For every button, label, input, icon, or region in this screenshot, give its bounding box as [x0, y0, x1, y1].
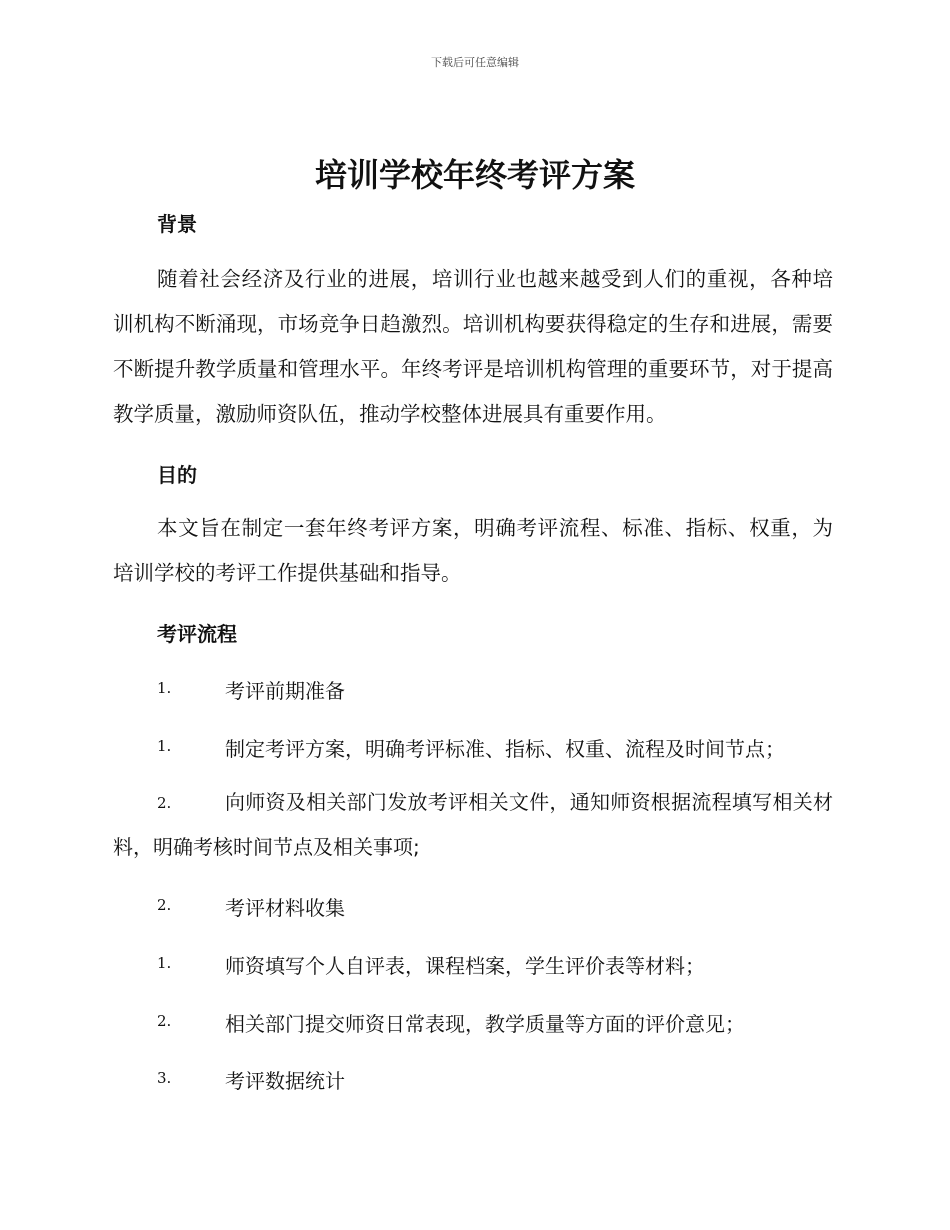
section-heading-background: 背景	[157, 212, 197, 236]
section-heading-process: 考评流程	[157, 622, 237, 646]
list-number: 1.	[157, 954, 172, 972]
list-number: 1.	[157, 737, 172, 755]
list-text: 师资填写个人自评表，课程档案，学生评价表等材料；	[225, 954, 705, 978]
list-item	[157, 950, 833, 978]
list-text: 制定考评方案，明确考评标准、指标、权重、流程及时间节点；	[225, 737, 785, 761]
list-number: 2.	[157, 896, 172, 914]
list-item	[157, 1065, 833, 1093]
list-text: 相关部门提交师资日常表现，教学质量等方面的评价意见；	[225, 1012, 745, 1036]
list-text: 考评数据统计	[225, 1069, 345, 1093]
list-item	[157, 892, 833, 920]
list-number: 1.	[157, 679, 172, 697]
list-item	[157, 675, 833, 703]
list-text: 考评材料收集	[225, 896, 345, 920]
list-number: 3.	[157, 1069, 172, 1087]
list-item	[113, 780, 833, 870]
document-title: 培训学校年终考评方案	[314, 156, 635, 194]
section-heading-purpose: 目的	[157, 463, 197, 487]
list-number: 2.	[157, 794, 172, 812]
purpose-paragraph: 本文旨在制定一套年终考评方案，明确考评流程、标准、指标、权重，为培训学校的考评工作提供基础和指导。	[113, 516, 833, 585]
list-text: 考评前期准备	[225, 679, 345, 703]
list-number: 2.	[157, 1012, 172, 1030]
page-header-note: 下载后可任意编辑	[431, 56, 519, 69]
list-item	[157, 733, 833, 761]
list-text: 向师资及相关部门发放考评相关文件，通知师资根据流程填写相关材料，明确考核时间节点及相关事项;	[113, 790, 833, 859]
list-item	[157, 1008, 833, 1036]
background-paragraph: 随着社会经济及行业的进展，培训行业也越来越受到人们的重视，各种培训机构不断涌现，市场竞争日趋激烈。培训机构要获得稳定的生存和进展，需要不断提升教学质量和管理水平。年终考评是培训机构管理的重要环节，对于提高教学质量，激励师资队伍，推动学校整体进展具有重要作用。	[113, 267, 833, 426]
